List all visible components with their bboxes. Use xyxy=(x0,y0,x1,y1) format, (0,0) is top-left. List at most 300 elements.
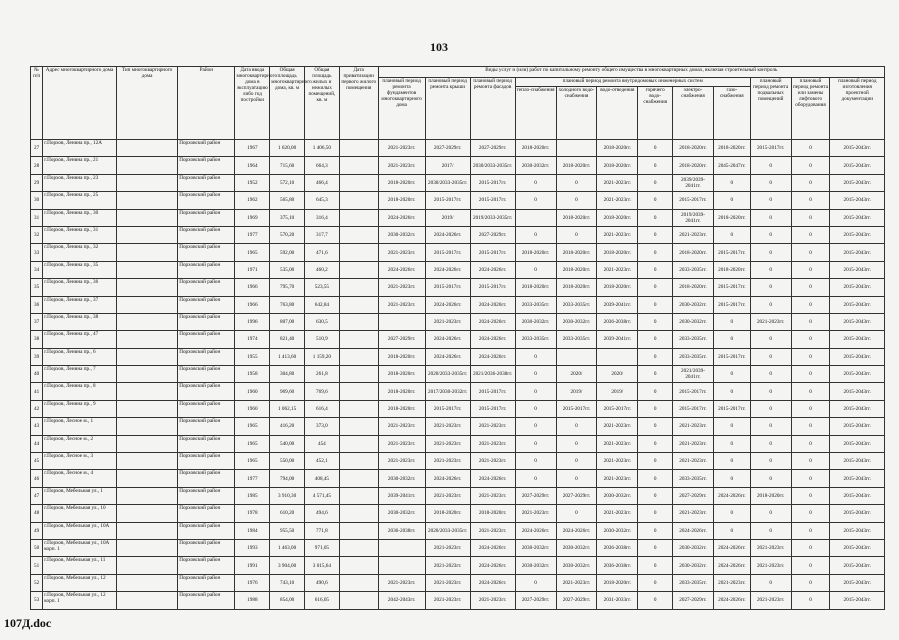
cell-priv xyxy=(339,261,378,278)
table-row xyxy=(31,418,885,435)
cell-roof: 2015-2017гг. xyxy=(425,279,470,296)
cell-addr: г.Порхов, Лесное м., 3 xyxy=(43,453,117,470)
cell-n: 34 xyxy=(31,261,43,278)
cell-found: 2021-2023гг. xyxy=(378,453,425,470)
cell-gas: 0 xyxy=(713,522,750,539)
cell-n: 48 xyxy=(31,505,43,522)
cell-cold: 2030-2032гг. xyxy=(556,313,597,330)
cell-base: 2018-2020гг. xyxy=(750,487,791,504)
cell-addr: г.Порхов, Ленина пр., 37 xyxy=(43,296,117,313)
cell-elec: 2033-2035гг. xyxy=(673,574,714,591)
cell-roof: 2024-2026гг. xyxy=(425,348,470,365)
cell-area: 821,40 xyxy=(270,331,305,348)
cell-base: 0 xyxy=(750,331,791,348)
cell-dist: Порховский район xyxy=(178,383,235,400)
cell-elec: 2018-2020гг. xyxy=(673,157,714,174)
cell-dist: Порховский район xyxy=(178,592,235,609)
cell-year: 1966 xyxy=(235,279,270,296)
cell-elec: 2033-2035гг. xyxy=(673,470,714,487)
cell-cold: 2021-2023гг. xyxy=(556,574,597,591)
cell-drain: 2021-2023гг. xyxy=(597,453,638,470)
cell-dist: Порховский район xyxy=(178,279,235,296)
cell-gas: 0 xyxy=(713,313,750,330)
cell-n: 50 xyxy=(31,539,43,556)
cell-n: 45 xyxy=(31,453,43,470)
cell-found: 2030-2032гг. xyxy=(378,505,425,522)
cell-area: 795,70 xyxy=(270,279,305,296)
cell-n: 31 xyxy=(31,209,43,226)
cell-elec: 2033-2035гг. xyxy=(673,261,714,278)
table-row xyxy=(31,313,885,330)
cell-roof: 2021-2023гг. xyxy=(425,574,470,591)
cell-found: 2018-2020гг. xyxy=(378,383,425,400)
cell-live: 1 159,20 xyxy=(305,348,340,365)
page-number: 103 xyxy=(430,40,448,54)
cell-roof: 2021-2023гг. xyxy=(425,435,470,452)
col-header-systems-group: плановый период ремонта внутридомовых инженерных систем xyxy=(515,78,750,87)
table-row xyxy=(31,226,885,243)
cell-type xyxy=(116,261,177,278)
cell-docs: 2015-2043гг. xyxy=(830,574,885,591)
cell-area: 535,00 xyxy=(270,261,305,278)
cell-live: 3 015,64 xyxy=(305,557,340,574)
cell-year: 1952 xyxy=(235,174,270,191)
cell-addr: г.Порхов, Мебельная ул., 11 xyxy=(43,557,117,574)
cell-roof: 2017/2030-2032гг. xyxy=(425,383,470,400)
cell-priv xyxy=(339,453,378,470)
cell-cold: 0 xyxy=(556,174,597,191)
cell-base: 0 xyxy=(750,418,791,435)
cell-priv xyxy=(339,192,378,209)
col-header-foundation: плановый период ремонта фундаментов многоквартирного дома xyxy=(378,78,425,140)
cell-type xyxy=(116,418,177,435)
cell-gas: 2015-2017гг. xyxy=(713,296,750,313)
col-header-heat: тепло-снабжения xyxy=(515,87,556,140)
cell-year: 1977 xyxy=(235,470,270,487)
cell-docs: 2015-2043гг. xyxy=(830,348,885,365)
cell-live: 316,4 xyxy=(305,209,340,226)
cell-roof: 2021-2023гг. xyxy=(425,487,470,504)
cell-base: 0 xyxy=(750,261,791,278)
cell-drain: 2021-2023гг. xyxy=(597,261,638,278)
cell-base: 0 xyxy=(750,348,791,365)
table-row xyxy=(31,261,885,278)
cell-year: 1960 xyxy=(235,400,270,417)
cell-facade: 2024-2026гг. xyxy=(470,574,515,591)
cell-area: 610,20 xyxy=(270,505,305,522)
cell-heat: 0 xyxy=(515,192,556,209)
cell-dist: Порховский район xyxy=(178,366,235,383)
cell-heat: 0 xyxy=(515,366,556,383)
cell-hot: 0 xyxy=(638,418,673,435)
cell-lift: 0 xyxy=(791,279,830,296)
cell-lift: 0 xyxy=(791,557,830,574)
cell-base: 0 xyxy=(750,157,791,174)
col-header-total-area: Общая площадь многоквартирного дома, кв. м xyxy=(270,67,305,140)
cell-found: 2036-2038гг. xyxy=(378,522,425,539)
cell-found xyxy=(378,313,425,330)
cell-base: 0 xyxy=(750,574,791,591)
cell-facade: 2019/2033-2035гг. xyxy=(470,209,515,226)
table-row xyxy=(31,539,885,556)
table-row xyxy=(31,557,885,574)
cell-facade: 2024-2026гг. xyxy=(470,348,515,365)
cell-addr: г.Порхов, Лесное м., 4 xyxy=(43,470,117,487)
cell-gas: 2015-2017гг. xyxy=(713,244,750,261)
cell-base: 0 xyxy=(750,383,791,400)
cell-type xyxy=(116,400,177,417)
cell-facade: 2024-2026гг. xyxy=(470,470,515,487)
cell-year: 1977 xyxy=(235,226,270,243)
cell-elec: 2033-2035гг. xyxy=(673,331,714,348)
cell-live: 630,5 xyxy=(305,313,340,330)
cell-live: 494,6 xyxy=(305,505,340,522)
cell-cold: 2018-2020гг. xyxy=(556,279,597,296)
cell-base: 0 xyxy=(750,279,791,296)
cell-heat: 0 xyxy=(515,261,556,278)
cell-lift: 0 xyxy=(791,296,830,313)
cell-found: 2021-2023гг. xyxy=(378,140,425,157)
cell-heat: 0 xyxy=(515,226,556,243)
cell-elec: 2015-2017гг. xyxy=(673,383,714,400)
cell-heat: 2030-2032гг. xyxy=(515,557,556,574)
cell-area: 743,10 xyxy=(270,574,305,591)
cell-area: 565,80 xyxy=(270,192,305,209)
cell-n: 46 xyxy=(31,470,43,487)
table-row xyxy=(31,348,885,365)
cell-cold: 2033-2035гг. xyxy=(556,296,597,313)
cell-cold: 2018-2020гг. xyxy=(556,261,597,278)
cell-found: 2018-2020гг. xyxy=(378,192,425,209)
cell-heat: 0 xyxy=(515,400,556,417)
cell-heat: 2027-2029гг. xyxy=(515,592,556,609)
cell-docs: 2015-2043гг. xyxy=(830,435,885,452)
cell-docs: 2015-2043гг. xyxy=(830,331,885,348)
cell-facade: 2024-2026гг. xyxy=(470,261,515,278)
cell-live: 523,55 xyxy=(305,279,340,296)
cell-cold: 0 xyxy=(556,226,597,243)
cell-base: 2021-2023гг. xyxy=(750,313,791,330)
cell-area: 807,00 xyxy=(270,313,305,330)
cell-year: 1991 xyxy=(235,557,270,574)
cell-area: 1 413,60 xyxy=(270,348,305,365)
cell-elec: 2021-2023гг. xyxy=(673,418,714,435)
cell-elec: 2018-2020гг. xyxy=(673,244,714,261)
cell-type xyxy=(116,470,177,487)
cell-facade: 2021-2023гг. xyxy=(470,418,515,435)
cell-drain: 2018-2020гг. xyxy=(597,244,638,261)
cell-facade: 2021-2023гг. xyxy=(470,487,515,504)
cell-cold: 0 xyxy=(556,470,597,487)
cell-n: 43 xyxy=(31,418,43,435)
cell-gas: 2015-2017гг. xyxy=(713,400,750,417)
cell-cold: 2030-2032гг. xyxy=(556,557,597,574)
cell-hot: 0 xyxy=(638,140,673,157)
cell-base: 2021-2023гг. xyxy=(750,557,791,574)
cell-lift: 0 xyxy=(791,574,830,591)
cell-found: 2021-2023гг. xyxy=(378,296,425,313)
cell-heat: 0 xyxy=(515,574,556,591)
cell-gas: 2018-2020гг. xyxy=(713,261,750,278)
cell-base: 0 xyxy=(750,226,791,243)
cell-area: 969,60 xyxy=(270,383,305,400)
cell-n: 47 xyxy=(31,487,43,504)
table-row xyxy=(31,331,885,348)
cell-docs: 2015-2043гг. xyxy=(830,505,885,522)
cell-live: 452,1 xyxy=(305,453,340,470)
cell-hot: 0 xyxy=(638,296,673,313)
cell-facade: 2021-2023гг. xyxy=(470,453,515,470)
cell-roof: 2015-2017гг. xyxy=(425,400,470,417)
cell-addr: г.Порхов, Ленина пр., 23 xyxy=(43,174,117,191)
cell-priv xyxy=(339,435,378,452)
cell-addr: г.Порхов, Мебельная ул., 12 xyxy=(43,574,117,591)
cell-type xyxy=(116,383,177,400)
cell-facade: 2015-2017гг. xyxy=(470,279,515,296)
cell-docs: 2015-2043гг. xyxy=(830,279,885,296)
cell-cold: 2019/ xyxy=(556,383,597,400)
cell-n: 53 xyxy=(31,592,43,609)
cell-priv xyxy=(339,209,378,226)
cell-heat: 2030-2032гг. xyxy=(515,313,556,330)
cell-dist: Порховский район xyxy=(178,313,235,330)
cell-docs: 2015-2043гг. xyxy=(830,418,885,435)
cell-type xyxy=(116,348,177,365)
cell-year: 1996 xyxy=(235,313,270,330)
cell-type xyxy=(116,244,177,261)
cell-elec: 2021-2023гг. xyxy=(673,505,714,522)
cell-drain: 2021-2023гг. xyxy=(597,470,638,487)
cell-dist: Порховский район xyxy=(178,400,235,417)
cell-lift: 0 xyxy=(791,313,830,330)
cell-facade: 2024-2026гг. xyxy=(470,539,515,556)
cell-drain: 2018-2020гг. xyxy=(597,209,638,226)
cell-docs: 2015-2043гг. xyxy=(830,557,885,574)
cell-priv xyxy=(339,487,378,504)
cell-addr: г.Порхов, Мебельная ул., 1 xyxy=(43,487,117,504)
cell-year: 1993 xyxy=(235,539,270,556)
cell-hot: 0 xyxy=(638,331,673,348)
cell-found: 2030-2032гг. xyxy=(378,470,425,487)
cell-n: 35 xyxy=(31,279,43,296)
cell-addr: г.Порхов, Ленина пр., 9 xyxy=(43,400,117,417)
cell-docs: 2015-2043гг. xyxy=(830,244,885,261)
cell-docs: 2015-2043гг. xyxy=(830,296,885,313)
cell-addr: г.Порхов, Ленина пр., 32 xyxy=(43,244,117,261)
cell-dist: Порховский район xyxy=(178,331,235,348)
cell-dist: Порховский район xyxy=(178,348,235,365)
cell-hot: 0 xyxy=(638,261,673,278)
cell-hot: 0 xyxy=(638,435,673,452)
cell-priv xyxy=(339,331,378,348)
cell-type xyxy=(116,505,177,522)
table-row xyxy=(31,279,885,296)
cell-found: 2024-2026гг. xyxy=(378,261,425,278)
cell-gas: 2021-2023гг. xyxy=(713,574,750,591)
cell-addr: г.Порхов, Ленина пр., 31 xyxy=(43,226,117,243)
cell-docs: 2015-2043гг. xyxy=(830,209,885,226)
cell-n: 38 xyxy=(31,331,43,348)
cell-drain: 2020/ xyxy=(597,366,638,383)
cell-found: 2030-2032гг. xyxy=(378,226,425,243)
cell-live: 4 571,45 xyxy=(305,487,340,504)
cell-gas: 0 xyxy=(713,453,750,470)
cell-type xyxy=(116,592,177,609)
cell-facade: 2015-2017гг. xyxy=(470,244,515,261)
cell-dist: Порховский район xyxy=(178,244,235,261)
cell-live: 664,3 xyxy=(305,157,340,174)
cell-base: 0 xyxy=(750,209,791,226)
cell-area: 570,20 xyxy=(270,226,305,243)
cell-roof: 2021-2023гг. xyxy=(425,313,470,330)
cell-cold: 0 xyxy=(556,192,597,209)
cell-facade: 2015-2017гг. xyxy=(470,400,515,417)
cell-drain: 2018-2020гг. xyxy=(597,574,638,591)
cell-year: 1960 xyxy=(235,383,270,400)
col-header-basement: плановый период ремонта подвальных помещений xyxy=(750,78,791,140)
cell-area: 1 062,15 xyxy=(270,400,305,417)
cell-base: 0 xyxy=(750,400,791,417)
cell-heat: 0 xyxy=(515,383,556,400)
cell-year: 1971 xyxy=(235,261,270,278)
cell-lift: 0 xyxy=(791,453,830,470)
cell-drain: 2018-2020гг. xyxy=(597,279,638,296)
cell-n: 44 xyxy=(31,435,43,452)
cell-area: 3 910,30 xyxy=(270,487,305,504)
cell-lift: 0 xyxy=(791,209,830,226)
col-header-living-area: Общая площадь жилых и нежилых помещений, кв. м xyxy=(305,67,340,140)
cell-hot: 0 xyxy=(638,574,673,591)
cell-heat: 0 xyxy=(515,418,556,435)
cell-area: 592,00 xyxy=(270,244,305,261)
cell-lift: 0 xyxy=(791,331,830,348)
cell-year: 1965 xyxy=(235,418,270,435)
cell-hot: 0 xyxy=(638,539,673,556)
cell-roof: 2027-2029гг. xyxy=(425,140,470,157)
cell-addr: г.Порхов, Мебельная ул., 10 xyxy=(43,505,117,522)
table-row xyxy=(31,140,885,157)
cell-facade: 2030/2033-2035гг. xyxy=(470,157,515,174)
cell-found xyxy=(378,539,425,556)
cell-drain: 2021-2023гг. xyxy=(597,226,638,243)
cell-n: 30 xyxy=(31,192,43,209)
cell-area: 715,60 xyxy=(270,157,305,174)
cell-priv xyxy=(339,174,378,191)
cell-roof: 2015-2017гг. xyxy=(425,244,470,261)
cell-docs: 2015-2043гг. xyxy=(830,539,885,556)
cell-priv xyxy=(339,157,378,174)
cell-n: 40 xyxy=(31,366,43,383)
cell-heat: 2018-2020гг. xyxy=(515,279,556,296)
cell-heat: 0 xyxy=(515,453,556,470)
cell-heat: 2018-2020гг. xyxy=(515,140,556,157)
cell-heat: 2033-2035гг. xyxy=(515,296,556,313)
table-row xyxy=(31,505,885,522)
cell-roof: 2024-2026гг. xyxy=(425,331,470,348)
cell-year: 1974 xyxy=(235,331,270,348)
cell-lift: 0 xyxy=(791,592,830,609)
cell-roof: 2021-2023гг. xyxy=(425,418,470,435)
table-row xyxy=(31,400,885,417)
cell-facade: 2024-2026гг. xyxy=(470,557,515,574)
cell-drain: 2018-2020гг. xyxy=(597,157,638,174)
cell-gas: 0 xyxy=(713,470,750,487)
cell-drain: 2019/ xyxy=(597,383,638,400)
cell-area: 572,10 xyxy=(270,174,305,191)
cell-area: 794,00 xyxy=(270,470,305,487)
table-row xyxy=(31,487,885,504)
col-header-roof: плановый период ремонта крыши xyxy=(425,78,470,140)
cell-found: 2039-2041гг. xyxy=(378,487,425,504)
cell-addr: г.Порхов, Ленина пр., 7 xyxy=(43,366,117,383)
cell-found: 2024-2026гг. xyxy=(378,209,425,226)
cell-priv xyxy=(339,383,378,400)
cell-type xyxy=(116,296,177,313)
cell-dist: Порховский район xyxy=(178,261,235,278)
cell-priv xyxy=(339,313,378,330)
cell-year: 1978 xyxy=(235,505,270,522)
table-body xyxy=(31,140,885,610)
cell-elec: 2039/2039-2041гг. xyxy=(673,174,714,191)
cell-n: 49 xyxy=(31,522,43,539)
cell-elec: 2030-2032гг. xyxy=(673,296,714,313)
cell-roof: 2020/2033-2035гг. xyxy=(425,522,470,539)
cell-found: 2021-2023гг. xyxy=(378,418,425,435)
cell-docs: 2015-2043гг. xyxy=(830,470,885,487)
cell-lift: 0 xyxy=(791,522,830,539)
table-row xyxy=(31,244,885,261)
cell-dist: Порховский район xyxy=(178,435,235,452)
cell-cold: 2024-2026гг. xyxy=(556,522,597,539)
table-row xyxy=(31,192,885,209)
cell-type xyxy=(116,279,177,296)
cell-cold: 2033-2035гг. xyxy=(556,331,597,348)
cell-addr: г.Порхов, Лесное м., 2 xyxy=(43,435,117,452)
table-row xyxy=(31,174,885,191)
cell-base: 0 xyxy=(750,174,791,191)
cell-gas: 0 xyxy=(713,366,750,383)
cell-priv xyxy=(339,400,378,417)
cell-gas: 0 xyxy=(713,383,750,400)
cell-n: 29 xyxy=(31,174,43,191)
cell-priv xyxy=(339,557,378,574)
cell-cold: 2030-2032гг. xyxy=(556,539,597,556)
cell-dist: Порховский район xyxy=(178,140,235,157)
col-header-district: Район xyxy=(178,67,235,140)
cell-cold: 2018-2020гг. xyxy=(556,157,597,174)
cell-drain: 2030-2032гг. xyxy=(597,487,638,504)
cell-type xyxy=(116,140,177,157)
cell-live: 971,05 xyxy=(305,539,340,556)
cell-gas: 0 xyxy=(713,331,750,348)
table-row xyxy=(31,383,885,400)
cell-hot: 0 xyxy=(638,470,673,487)
cell-elec: 2030-2032гг. xyxy=(673,313,714,330)
col-header-gas: газо-снабжения xyxy=(713,87,750,140)
col-header-hot-water: горячего водо-снабжения xyxy=(638,87,673,140)
cell-type xyxy=(116,331,177,348)
cell-elec: 2030-2032гг. xyxy=(673,539,714,556)
cell-found: 2021-2023гг. xyxy=(378,574,425,591)
table-row xyxy=(31,522,885,539)
cell-hot: 0 xyxy=(638,209,673,226)
cell-elec: 2019/2039-2041гг. xyxy=(673,209,714,226)
cell-hot: 0 xyxy=(638,400,673,417)
cell-heat: 0 xyxy=(515,348,556,365)
cell-live: 460,2 xyxy=(305,261,340,278)
cell-n: 51 xyxy=(31,557,43,574)
cell-drain: 2030-2032гг. xyxy=(597,522,638,539)
